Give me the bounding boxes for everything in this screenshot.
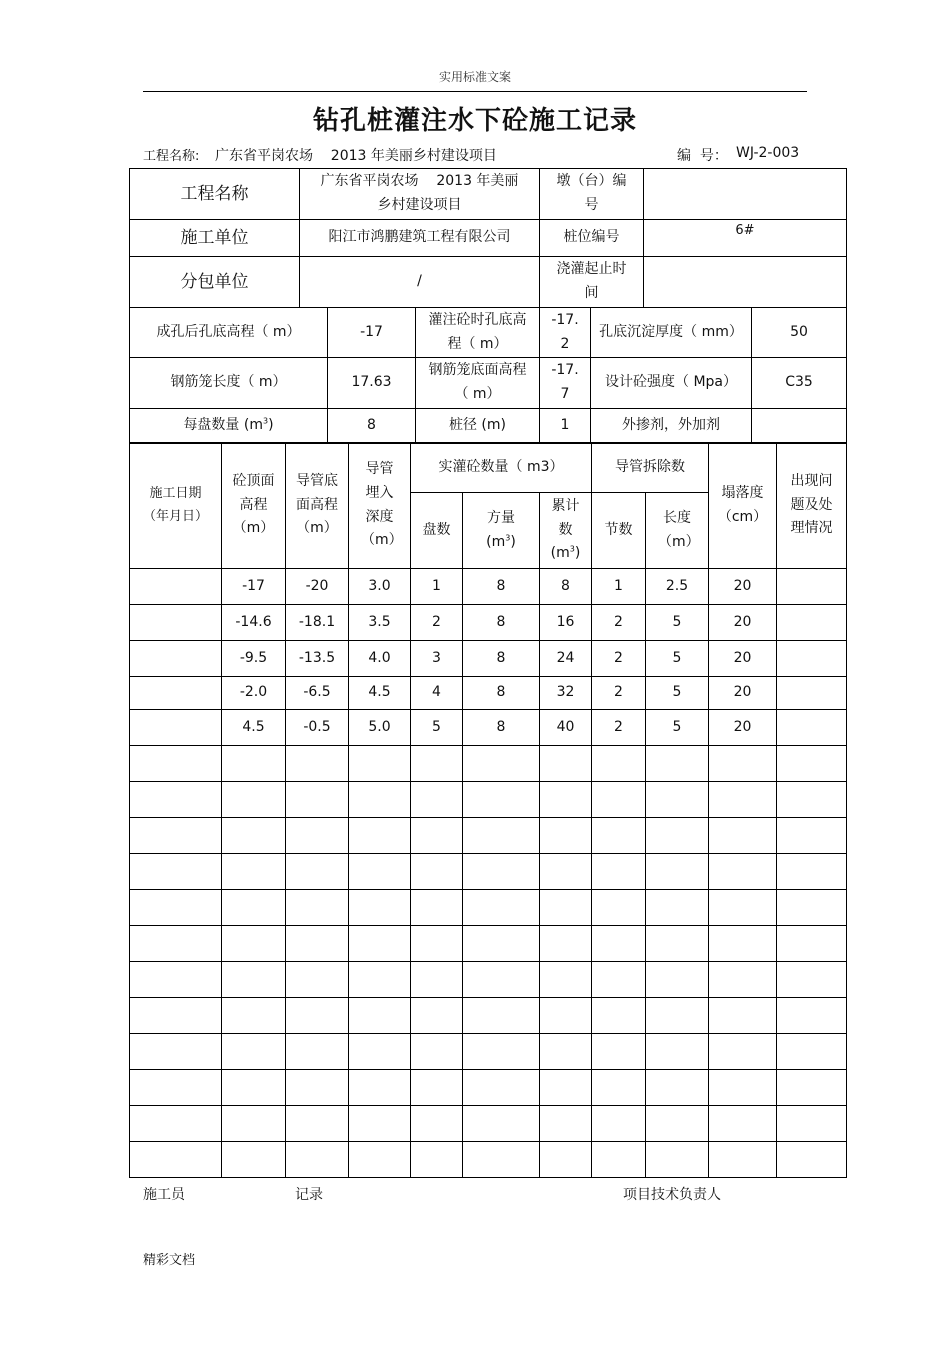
table-cell	[130, 746, 222, 782]
table-cell: 20	[709, 605, 777, 641]
col-pipe-bottom-header: 导管底面高程（m）	[286, 443, 349, 569]
table-cell	[592, 1142, 646, 1178]
table-cell: 5	[646, 710, 709, 746]
table-cell: 2	[411, 605, 463, 641]
log-rows	[130, 569, 847, 1178]
table-cell	[349, 1142, 411, 1178]
table-cell	[463, 962, 540, 998]
table-cell	[592, 1034, 646, 1070]
table-cell	[130, 782, 222, 818]
table-cell	[777, 746, 847, 782]
sediment-value: 50	[752, 308, 847, 358]
table-cell	[130, 818, 222, 854]
table-cell	[349, 1070, 411, 1106]
pour-bottom-value: -17.2	[540, 308, 591, 358]
table-cell	[777, 641, 847, 677]
table-cell	[130, 962, 222, 998]
pour-bottom-label: 灌注砼时孔底高程（ m）	[416, 308, 540, 358]
table-cell	[709, 1142, 777, 1178]
meta-number-label: 编 号：	[677, 148, 728, 164]
diameter-value: 1	[540, 409, 591, 444]
table-cell	[463, 926, 540, 962]
table-row	[130, 890, 847, 926]
contractor-label: 施工单位	[130, 220, 300, 257]
table-cell: -20	[286, 569, 349, 605]
hole-bottom-value: -17	[328, 308, 416, 358]
table-row	[130, 677, 847, 710]
header-text: 实用标准文案	[438, 70, 511, 84]
table-cell	[130, 605, 222, 641]
table-cell	[777, 677, 847, 710]
table-cell: 4	[411, 677, 463, 710]
table-cell	[286, 782, 349, 818]
table-cell	[222, 1070, 286, 1106]
table-cell: 3	[411, 641, 463, 677]
table-cell: 20	[709, 641, 777, 677]
table-row	[130, 926, 847, 962]
table-cell: 20	[709, 569, 777, 605]
table-cell	[777, 605, 847, 641]
table-cell: 2.5	[646, 569, 709, 605]
header-rule	[143, 91, 807, 92]
table-cell	[349, 818, 411, 854]
table-cell	[540, 890, 592, 926]
info-table	[129, 168, 847, 308]
table-cell: 32	[540, 677, 592, 710]
table-cell: -6.5	[286, 677, 349, 710]
admixture-label: 外掺剂，外加剂	[591, 409, 752, 444]
table-cell	[349, 854, 411, 890]
table-cell	[540, 782, 592, 818]
table-cell	[222, 854, 286, 890]
table-row	[130, 641, 847, 677]
table-cell	[286, 818, 349, 854]
table-row	[130, 782, 847, 818]
table-cell	[709, 962, 777, 998]
batch-value: 8	[328, 409, 416, 444]
table-cell	[646, 1034, 709, 1070]
table-row	[130, 605, 847, 641]
table-cell	[286, 746, 349, 782]
table-cell	[777, 890, 847, 926]
cage-bottom-value: -17.7	[540, 358, 591, 409]
table-cell	[463, 746, 540, 782]
table-cell	[709, 818, 777, 854]
meta-project-value: 广东省平岗农场 2013 年美丽乡村建设项目	[215, 148, 497, 164]
table-cell	[709, 854, 777, 890]
table-cell	[130, 1070, 222, 1106]
table-cell: 2	[592, 710, 646, 746]
table-cell	[646, 890, 709, 926]
table-cell	[463, 1106, 540, 1142]
table-cell	[349, 1106, 411, 1142]
table-cell	[286, 1070, 349, 1106]
col-top-elev-header: 砼顶面高程（m）	[222, 443, 286, 569]
table-cell	[130, 890, 222, 926]
table-cell	[540, 926, 592, 962]
table-cell	[646, 1070, 709, 1106]
table-cell	[222, 746, 286, 782]
table-cell	[130, 710, 222, 746]
table-cell	[592, 1106, 646, 1142]
table-cell	[349, 1034, 411, 1070]
table-cell	[411, 854, 463, 890]
table-cell: 20	[709, 677, 777, 710]
table-cell: 16	[540, 605, 592, 641]
table-cell	[130, 641, 222, 677]
table-cell: 8	[463, 641, 540, 677]
table-cell	[130, 1106, 222, 1142]
table-cell: -9.5	[222, 641, 286, 677]
table-cell	[222, 1142, 286, 1178]
table-cell	[463, 1142, 540, 1178]
table-cell	[540, 1106, 592, 1142]
tech-lead-label: 项目技术负责人	[623, 1187, 721, 1203]
table-cell: 5	[646, 677, 709, 710]
table-cell	[646, 998, 709, 1034]
table-cell	[592, 962, 646, 998]
table-cell	[777, 782, 847, 818]
subcontractor-value: /	[300, 257, 540, 308]
table-cell: 3.0	[349, 569, 411, 605]
col-batches-header: 盘数	[411, 493, 463, 569]
table-cell: 3.5	[349, 605, 411, 641]
table-row	[130, 1142, 847, 1178]
table-cell	[646, 818, 709, 854]
table-cell	[222, 1106, 286, 1142]
pour-log-table	[129, 442, 847, 1178]
table-cell	[646, 926, 709, 962]
table-cell	[130, 1034, 222, 1070]
col-sections-header: 节数	[592, 493, 646, 569]
table-cell	[130, 926, 222, 962]
cage-length-value: 17.63	[328, 358, 416, 409]
pier-label: 墩（台）编号	[540, 169, 644, 220]
table-cell	[709, 1106, 777, 1142]
table-cell: 24	[540, 641, 592, 677]
table-cell	[777, 962, 847, 998]
table-cell	[286, 998, 349, 1034]
table-cell: 1	[592, 569, 646, 605]
project-name-label: 工程名称	[130, 169, 300, 220]
table-cell	[130, 1142, 222, 1178]
col-embed-depth-header: 导管埋入深度（m）	[349, 443, 411, 569]
table-cell	[349, 782, 411, 818]
table-cell	[222, 926, 286, 962]
table-cell	[411, 926, 463, 962]
table-cell	[349, 746, 411, 782]
table-cell	[463, 782, 540, 818]
pour-time-value	[644, 257, 847, 308]
hole-bottom-label: 成孔后孔底高程（ m）	[130, 308, 328, 358]
table-cell	[286, 926, 349, 962]
table-cell	[777, 998, 847, 1034]
table-cell	[777, 1034, 847, 1070]
table-cell	[777, 1070, 847, 1106]
table-cell	[592, 854, 646, 890]
col-length-header: 长度（m）	[646, 493, 709, 569]
table-cell: -17	[222, 569, 286, 605]
table-cell: 4.0	[349, 641, 411, 677]
table-cell	[646, 1106, 709, 1142]
params-table	[129, 307, 847, 444]
table-cell	[411, 782, 463, 818]
table-cell	[709, 926, 777, 962]
table-cell	[540, 1142, 592, 1178]
col-date-header: 施工日期 （年月日）	[130, 443, 222, 569]
table-cell	[349, 890, 411, 926]
table-cell	[130, 569, 222, 605]
table-cell	[592, 926, 646, 962]
table-cell: 20	[709, 710, 777, 746]
table-cell	[463, 854, 540, 890]
table-row	[130, 818, 847, 854]
table-row	[130, 1034, 847, 1070]
table-cell: 8	[463, 677, 540, 710]
pile-no-value: 6#	[644, 220, 847, 257]
table-cell	[411, 1034, 463, 1070]
table-row	[130, 998, 847, 1034]
table-row	[130, 1070, 847, 1106]
recorder-label: 记录	[295, 1187, 323, 1203]
table-cell	[411, 1106, 463, 1142]
table-cell	[222, 962, 286, 998]
table-cell	[592, 782, 646, 818]
col-pipe-removal-header: 导管拆除数	[592, 443, 709, 493]
col-issues-header: 出现问题及处理情况	[777, 443, 847, 569]
strength-value: C35	[752, 358, 847, 409]
cage-length-label: 钢筋笼长度（ m）	[130, 358, 328, 409]
strength-label: 设计砼强度（ Mpa）	[591, 358, 752, 409]
table-cell	[222, 818, 286, 854]
table-cell	[709, 782, 777, 818]
table-cell: 40	[540, 710, 592, 746]
pile-no-label: 桩位编号	[540, 220, 644, 257]
table-cell	[130, 998, 222, 1034]
table-cell	[463, 998, 540, 1034]
table-row	[130, 962, 847, 998]
table-cell	[540, 746, 592, 782]
cage-bottom-label: 钢筋笼底面高程（ m）	[416, 358, 540, 409]
table-cell	[540, 1034, 592, 1070]
sediment-label: 孔底沉淀厚度（ mm）	[591, 308, 752, 358]
table-cell: -0.5	[286, 710, 349, 746]
table-cell	[222, 782, 286, 818]
table-row	[130, 569, 847, 605]
table-cell	[349, 926, 411, 962]
table-cell	[646, 1142, 709, 1178]
table-cell: 8	[463, 569, 540, 605]
table-cell: 4.5	[349, 677, 411, 710]
table-cell	[709, 1034, 777, 1070]
col-volume-header: 方量 $(m^3)$	[463, 493, 540, 569]
table-cell	[463, 890, 540, 926]
table-row	[130, 746, 847, 782]
table-cell	[709, 746, 777, 782]
table-cell	[222, 998, 286, 1034]
col-actual-volume-header: 实灌砼数量（ m3）	[411, 443, 592, 493]
table-cell	[411, 890, 463, 926]
table-cell	[286, 890, 349, 926]
project-name-value: 广东省平岗农场 2013 年美丽乡村建设项目	[300, 169, 540, 220]
table-cell: 8	[540, 569, 592, 605]
table-cell	[592, 998, 646, 1034]
table-cell	[540, 998, 592, 1034]
table-cell	[463, 1034, 540, 1070]
table-cell	[222, 1034, 286, 1070]
table-cell	[777, 818, 847, 854]
table-cell	[777, 854, 847, 890]
col-cumulative-header: 累计数 $(m^3)$	[540, 493, 592, 569]
table-cell	[411, 1070, 463, 1106]
table-cell	[777, 1142, 847, 1178]
table-cell	[592, 1070, 646, 1106]
table-cell	[130, 854, 222, 890]
table-cell	[592, 746, 646, 782]
table-cell	[349, 998, 411, 1034]
pier-value	[644, 169, 847, 220]
table-cell: -2.0	[222, 677, 286, 710]
table-cell	[709, 890, 777, 926]
table-cell	[646, 746, 709, 782]
table-cell	[286, 1142, 349, 1178]
table-cell	[411, 998, 463, 1034]
table-cell	[130, 677, 222, 710]
table-cell	[540, 818, 592, 854]
table-cell: 5	[646, 641, 709, 677]
table-cell	[777, 926, 847, 962]
table-cell	[777, 1106, 847, 1142]
table-cell	[777, 569, 847, 605]
diameter-label: 桩径 (m)	[416, 409, 540, 444]
col-slump-header: 塌落度（cm）	[709, 443, 777, 569]
table-cell: 5	[411, 710, 463, 746]
bottom-note: 精彩文档	[143, 1253, 196, 1268]
table-cell	[411, 818, 463, 854]
table-cell: 4.5	[222, 710, 286, 746]
admixture-value	[752, 409, 847, 444]
table-cell	[411, 1142, 463, 1178]
table-cell: -13.5	[286, 641, 349, 677]
pour-time-label: 浇灌起止时间	[540, 257, 644, 308]
meta-number-value: WJ-2-003	[736, 145, 800, 161]
table-cell: 2	[592, 641, 646, 677]
table-cell	[286, 1034, 349, 1070]
table-cell: 8	[463, 605, 540, 641]
table-cell	[646, 854, 709, 890]
table-cell: 5	[646, 605, 709, 641]
table-cell	[411, 746, 463, 782]
table-row	[130, 854, 847, 890]
table-cell: 5.0	[349, 710, 411, 746]
table-cell	[709, 1070, 777, 1106]
table-cell	[286, 962, 349, 998]
batch-label: 每盘数量 $(m^3)$	[130, 409, 328, 444]
table-cell: 8	[463, 710, 540, 746]
worker-label: 施工员	[143, 1187, 185, 1203]
table-cell: -18.1	[286, 605, 349, 641]
table-cell	[411, 962, 463, 998]
subcontractor-label: 分包单位	[130, 257, 300, 308]
table-row	[130, 1106, 847, 1142]
table-cell	[646, 962, 709, 998]
table-cell	[349, 962, 411, 998]
table-cell	[463, 1070, 540, 1106]
document-title: 钻孔桩灌注水下砼施工记录	[312, 106, 637, 136]
table-cell	[709, 998, 777, 1034]
table-cell	[592, 890, 646, 926]
table-cell	[286, 1106, 349, 1142]
table-cell	[646, 782, 709, 818]
table-cell: 1	[411, 569, 463, 605]
table-cell: -14.6	[222, 605, 286, 641]
table-cell: 2	[592, 677, 646, 710]
table-cell	[222, 890, 286, 926]
table-cell	[286, 854, 349, 890]
table-cell	[777, 710, 847, 746]
contractor-value: 阳江市鸿鹏建筑工程有限公司	[300, 220, 540, 257]
table-cell	[540, 1070, 592, 1106]
table-cell	[592, 818, 646, 854]
meta-project-label: 工程名称:	[143, 149, 200, 164]
table-cell	[540, 854, 592, 890]
table-cell: 2	[592, 605, 646, 641]
table-row	[130, 710, 847, 746]
table-cell	[463, 818, 540, 854]
table-cell	[540, 962, 592, 998]
